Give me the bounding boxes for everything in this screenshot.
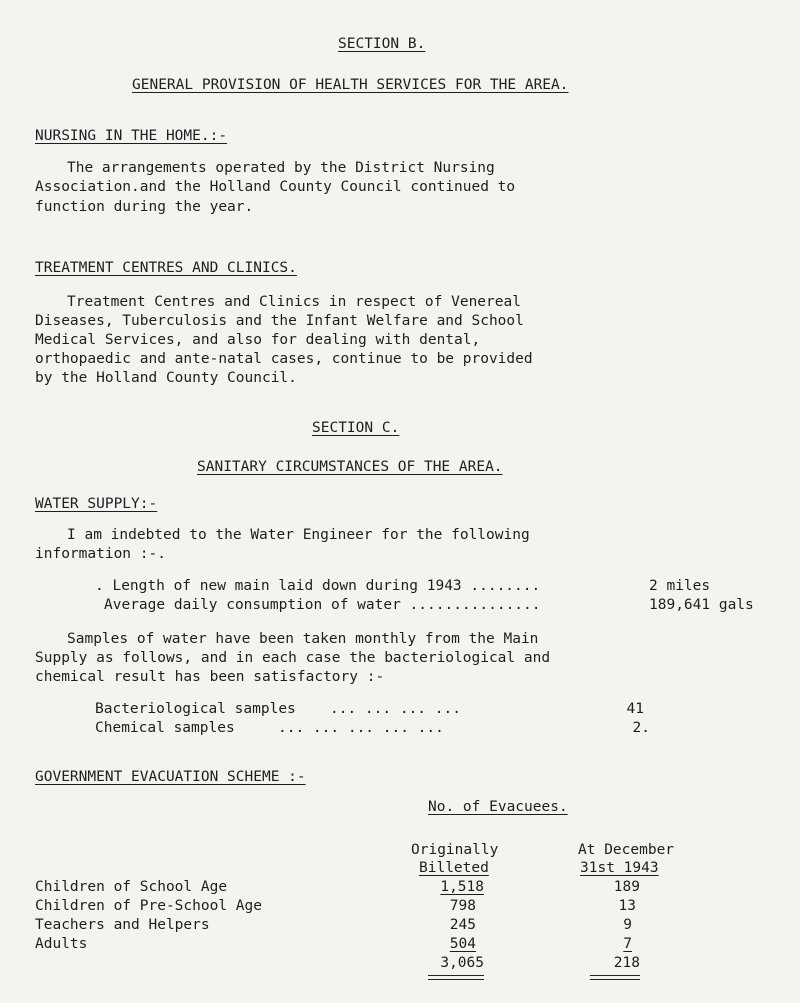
nursing-line: function during the year. (35, 199, 254, 215)
evacuee-label: Children of Pre-School Age (35, 898, 262, 914)
nursing-line: The arrangements operated by the District Nursing (67, 160, 495, 176)
sample-dots: ... ... ... ... (330, 701, 461, 717)
evacuee-originally: 798 (449, 898, 476, 914)
water-supply-heading: WATER SUPPLY:- (35, 496, 158, 512)
total-december: 218 (613, 955, 640, 971)
sample-value: 41 (626, 701, 644, 717)
total-double-rule (428, 979, 484, 980)
section-b-title: GENERAL PROVISION OF HEALTH SERVICES FOR THE AREA. (132, 77, 569, 93)
water-intro-line: information :-. (35, 546, 166, 562)
evacuee-label: Teachers and Helpers (35, 917, 210, 933)
evacuee-december: 189 (613, 879, 640, 895)
water-item-label: . Length of new main laid down during 1943 ........ (95, 578, 541, 594)
col-header-originally: Originally (411, 842, 499, 858)
water-item-value: 2 miles (649, 578, 711, 594)
evacuee-originally: 504 (449, 936, 476, 952)
evacuee-originally: 245 (449, 917, 476, 933)
evacuee-label: Adults (35, 936, 88, 952)
evacuee-december: 13 (618, 898, 636, 914)
treatment-heading: TREATMENT CENTRES AND CLINICS. (35, 260, 297, 276)
samples-line: Samples of water have been taken monthly from the Main (67, 631, 539, 647)
evacuee-label: Children of School Age (35, 879, 228, 895)
total-double-rule (590, 979, 640, 980)
evacuation-heading: GOVERNMENT EVACUATION SCHEME :- (35, 769, 306, 785)
col-header-december: At December (578, 842, 675, 858)
evacuee-december: 9 (623, 917, 632, 933)
total-double-rule (590, 975, 640, 976)
treatment-line: by the Holland County Council. (35, 370, 297, 386)
nursing-heading: NURSING IN THE HOME.:- (35, 128, 228, 144)
total-double-rule (428, 975, 484, 976)
col-header-billeted: Billeted (419, 860, 489, 876)
evacuee-originally: 1,518 (440, 879, 484, 895)
sample-value: 2. (632, 720, 650, 736)
treatment-line: orthopaedic and ante-natal cases, continue to be provided (35, 351, 533, 367)
treatment-line: Diseases, Tuberculosis and the Infant Welfare and School (35, 313, 524, 329)
section-b-heading: SECTION B. (338, 36, 426, 52)
section-c-title: SANITARY CIRCUMSTANCES OF THE AREA. (197, 459, 503, 475)
total-originally: 3,065 (440, 955, 484, 971)
sample-label: Bacteriological samples (95, 701, 296, 717)
col-header-31st: 31st 1943 (580, 860, 659, 876)
water-item-value: 189,641 gals (649, 597, 754, 613)
water-intro-line: I am indebted to the Water Engineer for the following (67, 527, 530, 543)
nursing-line: Association.and the Holland County Council continued to (35, 179, 516, 195)
evacuee-december: 7 (623, 936, 632, 952)
samples-line: chemical result has been satisfactory :- (35, 669, 385, 685)
sample-label: Chemical samples (95, 720, 235, 736)
evacuees-subheading: No. of Evacuees. (428, 799, 568, 815)
treatment-line: Treatment Centres and Clinics in respect of Venereal (67, 294, 521, 310)
treatment-line: Medical Services, and also for dealing with dental, (35, 332, 481, 348)
water-item-label: Average daily consumption of water ............... (104, 597, 541, 613)
sample-dots: ... ... ... ... ... (278, 720, 444, 736)
section-c-heading: SECTION C. (312, 420, 400, 436)
samples-line: Supply as follows, and in each case the bacteriological and (35, 650, 551, 666)
